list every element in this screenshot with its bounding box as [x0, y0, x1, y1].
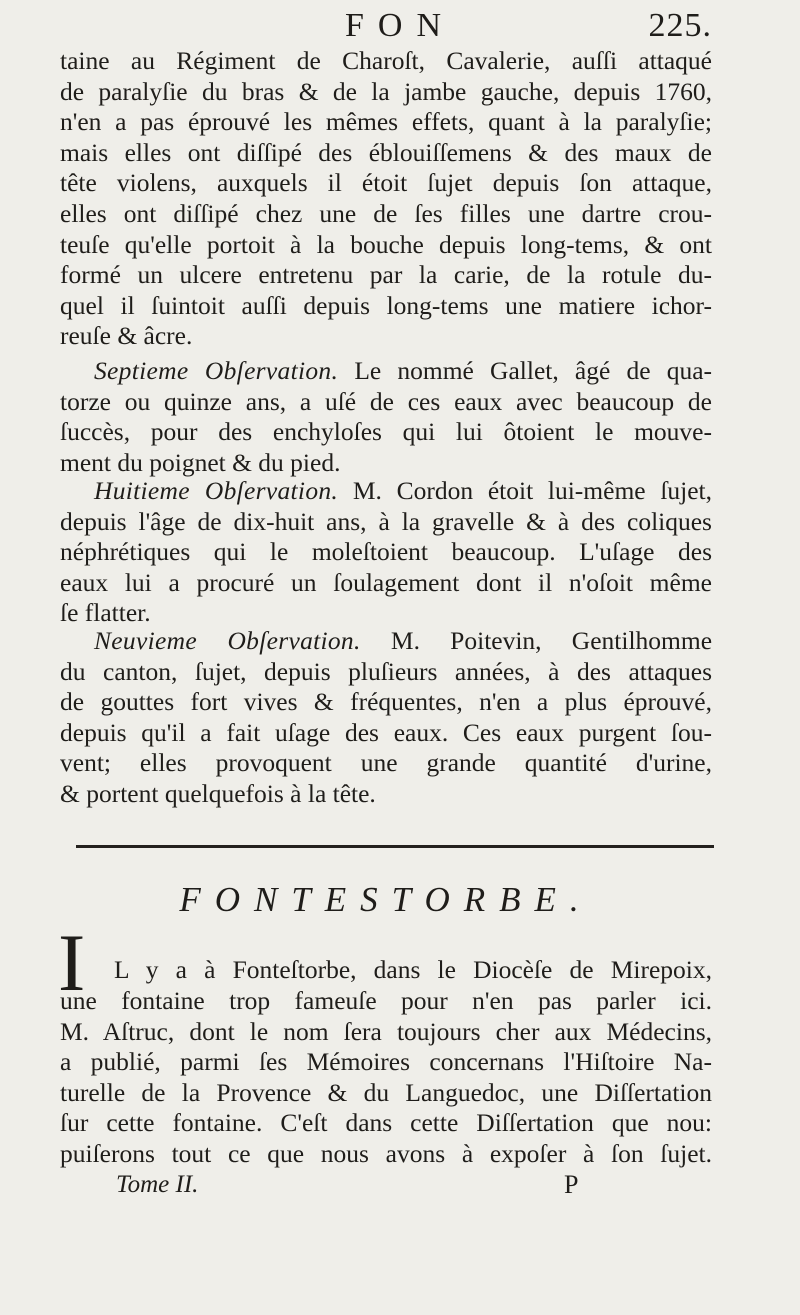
text-line: n'en a pas éprouvé les mêmes effets, quant à la paralyſie; [60, 107, 712, 137]
observation-label: Septieme Obſervation. [94, 356, 339, 385]
page-number: 225. [648, 7, 712, 44]
text-line: torze ou quinze ans, a uſé de ces eaux avec beaucoup de [60, 386, 712, 416]
text-line: ſur cette fontaine. C'eſt dans cette Diſſertation que nou: [60, 1108, 712, 1138]
observation-first-line-text: M. Poitevin, Gentilhomme [390, 626, 713, 655]
observation-label: Huitieme Obſervation. [94, 476, 339, 505]
text-line: vent; elles provoquent une grande quantité d'urine, [60, 748, 712, 778]
running-head [0, 4, 800, 48]
text-line: elles ont diſſipé chez une de ſes filles une dartre crou- [60, 198, 712, 228]
text-line: de paralyſie du bras & de la jambe gauche, depuis 1760, [60, 76, 712, 106]
observation-first-line [60, 356, 712, 387]
text-line: eaux lui a procuré un ſoulagement dont il n'oſoit même [60, 567, 712, 597]
text-line: ſe flatter. [60, 598, 151, 628]
observation-seventh [60, 356, 712, 478]
text-line: teuſe qu'elle portoit à la bouche depuis long-tems, & ont [60, 229, 712, 259]
text-line: depuis qu'il a fait uſage des eaux. Ces eaux purgent ſou- [60, 717, 712, 747]
text-line: puiſerons tout ce que nous avons à expoſer à ſon ſujet. [60, 1138, 712, 1168]
text-line: M. Aſtruc, dont le nom ſera toujours cher aux Médecins, [60, 1016, 712, 1046]
observation-eighth [60, 476, 712, 629]
section-first-line [114, 955, 712, 986]
text-line: ſuccès, pour des enchyloſes qui lui ôtoient le mouve- [60, 417, 712, 447]
observation-first-line [60, 476, 712, 507]
text-line: formé un ulcere entretenu par la carie, de la rotule du- [60, 260, 712, 290]
observation-label: Neuvieme Obſervation. [94, 626, 361, 655]
text-line: turelle de la Provence & du Languedoc, une Diſſertation [60, 1077, 712, 1107]
observation-first-line-text: Le nommé Gallet, âgé de qua- [354, 356, 713, 385]
text-line: depuis l'âge de dix-huit ans, à la gravelle & à des coliques [60, 506, 712, 536]
signature-mark: P [564, 1170, 579, 1199]
text-line: ment du poignet & du pied. [60, 447, 341, 477]
running-head-title: FON [344, 7, 456, 44]
text-line: néphrétiques qui le moleſtoient beaucoup. L'uſage des [60, 537, 712, 567]
section-divider-rule [76, 845, 714, 848]
paragraph-continuation [60, 46, 712, 352]
text-line: & portent quelquefois à la tête. [60, 778, 376, 808]
text-line: taine au Régiment de Charoſt, Cavalerie, auſſi attaqué [60, 46, 712, 75]
text-line: quel il ſuintoit auſſi depuis long-tems une matiere ichor- [60, 290, 712, 320]
text-line: mais elles ont diſſipé des éblouiſſemens & des maux de [60, 137, 712, 167]
observation-first-line-text: M. Cordon étoit lui-même ſujet, [352, 476, 713, 505]
text-line: L y a à Fonteſtorbe, dans le Diocèſe de Mirepoix, [114, 955, 712, 984]
text-line: tête violens, auxquels il étoit ſujet depuis ſon attaque, [60, 168, 712, 198]
volume-signature: Tome II. [116, 1171, 199, 1198]
text-line: reuſe & âcre. [60, 321, 193, 351]
text-line: une fontaine trop fameuſe pour n'en pas parler ici. [60, 986, 712, 1015]
observation-first-line [60, 626, 712, 657]
text-line: du canton, ſujet, depuis pluſieurs années, à des attaques [60, 656, 712, 686]
drop-cap: I [58, 917, 86, 1008]
section-title: FONTESTORBE. [179, 880, 593, 919]
section-body [60, 986, 712, 1170]
text-line: de gouttes fort vives & fréquentes, n'en a plus éprouvé, [60, 687, 712, 717]
page-footer [60, 1168, 712, 1208]
observation-ninth [60, 626, 712, 810]
text-line: a publié, parmi ſes Mémoires concernans l'Hiſtoire Na- [60, 1047, 712, 1077]
